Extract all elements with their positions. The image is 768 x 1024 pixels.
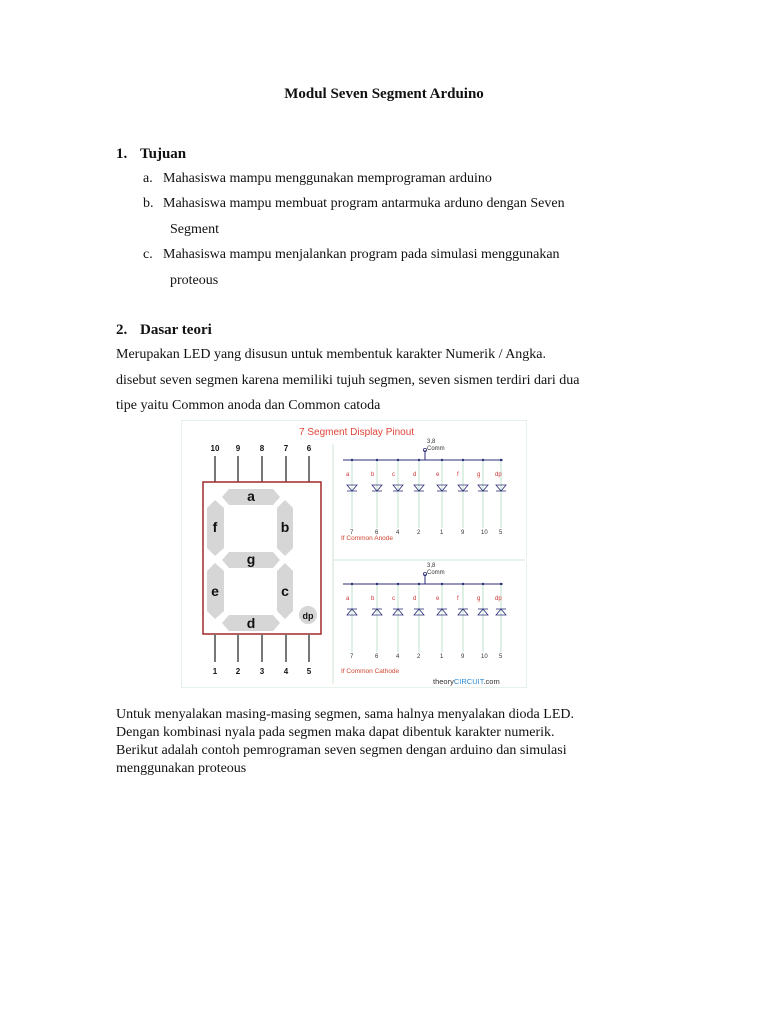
paragraph-line: Dengan kombinasi nyala pada segmen maka dapat dibentuk karakter numerik. xyxy=(116,725,555,740)
list-item-continuation: proteous xyxy=(170,273,219,288)
led-label: b xyxy=(371,472,375,478)
led-pin-number: 4 xyxy=(396,530,400,536)
pin-number: 4 xyxy=(283,667,289,676)
seven-segment-pinout-figure xyxy=(181,420,527,688)
led-label: e xyxy=(436,596,440,602)
segment-label: b xyxy=(280,519,290,535)
led-label: dp xyxy=(495,596,502,602)
section-1-title: Tujuan xyxy=(140,146,187,162)
pin-number: 5 xyxy=(306,667,312,676)
section-1-heading xyxy=(116,146,186,163)
pin-number: 8 xyxy=(259,444,265,453)
led-label: b xyxy=(371,596,375,602)
pin-number: 1 xyxy=(212,667,218,676)
led-pin-number: 2 xyxy=(417,530,421,536)
led-pin-number: 2 xyxy=(417,654,421,660)
svg-text:Comm: Comm xyxy=(427,570,445,576)
figure-title: 7 Segment Display Pinout xyxy=(299,427,415,438)
led-pin-number: 5 xyxy=(499,654,503,660)
paragraph-line: Untuk menyalakan masing-masing segmen, sama halnya menyalakan dioda LED. xyxy=(116,707,574,722)
led-label: g xyxy=(477,472,481,478)
led-pin-number: 10 xyxy=(481,530,488,536)
page-title: Modul Seven Segment Arduino xyxy=(284,86,484,102)
pin-number: 10 xyxy=(210,444,220,453)
led-pin-number: 9 xyxy=(461,654,465,660)
led-label: g xyxy=(477,596,481,602)
led-label: d xyxy=(413,472,417,478)
pin-number: 3 xyxy=(259,667,265,676)
pin-number: 7 xyxy=(283,444,289,453)
led-pin-number: 5 xyxy=(499,530,503,536)
cathode-caption: If Common Cathode xyxy=(341,668,400,675)
led-pin-number: 10 xyxy=(481,654,488,660)
pin-number: 9 xyxy=(235,444,241,453)
pin-number: 2 xyxy=(235,667,241,676)
led-pin-number: 6 xyxy=(375,530,379,536)
segment-label: c xyxy=(281,583,289,599)
segment-label: g xyxy=(246,551,256,567)
paragraph-line: Berikut adalah contoh pemrograman seven segmen dengan arduino dan simulasi xyxy=(116,743,567,758)
led-label: a xyxy=(346,596,350,602)
list-item-continuation: Segment xyxy=(170,222,219,237)
pin-number: 6 xyxy=(306,444,312,453)
led-pin-number: 7 xyxy=(350,530,354,536)
led-label: c xyxy=(392,472,395,478)
paragraph-line: tipe yaitu Common anoda dan Common catoda xyxy=(116,398,381,413)
led-pin-number: 4 xyxy=(396,654,400,660)
segment-label: dp xyxy=(302,611,314,621)
led-pin-number: 1 xyxy=(440,654,444,660)
paragraph-line: disebut seven segmen karena memiliki tujuh segmen, seven sismen terdiri dari dua xyxy=(116,373,580,388)
list-item: c. Mahasiswa mampu menjalankan program pada simulasi menggunakan xyxy=(143,247,560,262)
segment-label: a xyxy=(247,488,255,504)
svg-text:Comm: Comm xyxy=(427,446,445,452)
section-2-title: Dasar teori xyxy=(140,322,212,338)
led-label: dp xyxy=(495,472,502,478)
led-pin-number: 9 xyxy=(461,530,465,536)
credit-text: theoryCIRCUIT.com xyxy=(433,677,500,686)
led-label: d xyxy=(413,596,417,602)
svg-text:3,8: 3,8 xyxy=(427,439,436,445)
led-label: e xyxy=(436,472,440,478)
led-label: f xyxy=(457,596,459,602)
section-2-heading xyxy=(116,322,212,339)
list-item: b. Mahasiswa mampu membuat program antarmuka arduno dengan Seven xyxy=(143,196,565,211)
led-pin-number: 6 xyxy=(375,654,379,660)
paragraph-line: Merupakan LED yang disusun untuk membentuk karakter Numerik / Angka. xyxy=(116,347,547,362)
segment-label: e xyxy=(211,583,219,599)
segment-label: d xyxy=(246,615,256,631)
led-label: c xyxy=(392,596,395,602)
section-1-number: 1. xyxy=(116,146,128,162)
led-label: a xyxy=(346,472,350,478)
anode-caption: If Common Anode xyxy=(341,535,394,542)
section-2-number: 2. xyxy=(116,322,128,338)
svg-text:3,8: 3,8 xyxy=(427,563,436,569)
list-item: a. Mahasiswa mampu menggunakan memprograman arduino xyxy=(143,171,492,186)
closing-paragraph xyxy=(116,706,656,778)
led-pin-number: 7 xyxy=(350,654,354,660)
segment-label: f xyxy=(212,519,218,535)
paragraph-line: menggunakan proteous xyxy=(116,761,247,776)
led-label: f xyxy=(457,472,459,478)
led-pin-number: 1 xyxy=(440,530,444,536)
